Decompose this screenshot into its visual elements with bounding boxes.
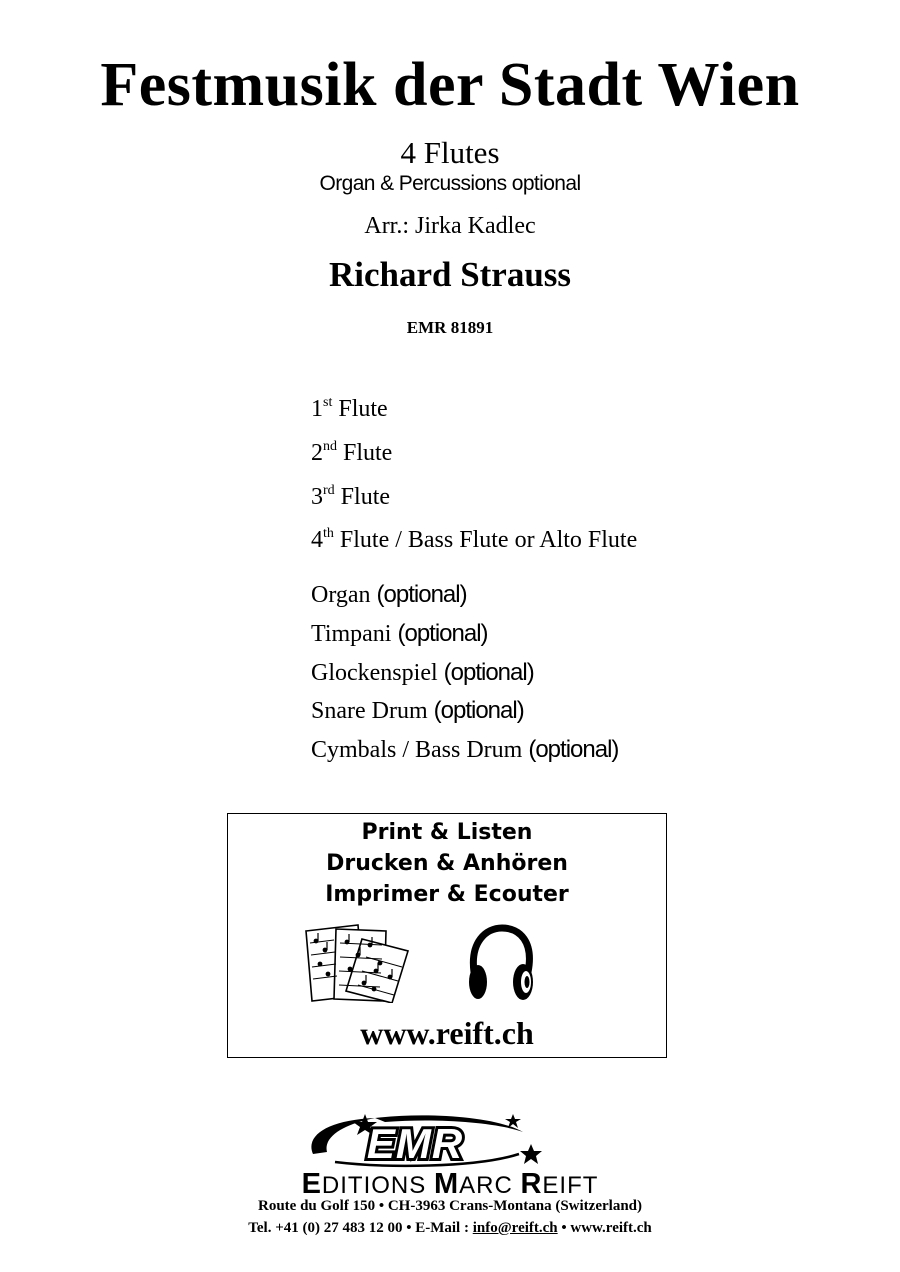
part-ordinal: st (323, 395, 333, 410)
headphones-icon (466, 924, 536, 1004)
composer: Richard Strauss (328, 255, 572, 294)
part-name: Flute (332, 396, 388, 422)
catalog-number: EMR 81891 (406, 318, 494, 337)
part-ordinal: nd (323, 438, 337, 454)
part-number: 2 (311, 439, 323, 466)
publisher-initial: M (433, 1168, 460, 1200)
optional-part-item (311, 576, 618, 615)
website-link[interactable]: www.reift.ch (360, 1015, 534, 1051)
optional-label: (optional) (433, 697, 524, 725)
part-number: 4 (311, 527, 323, 554)
publisher-contact (0, 1220, 900, 1237)
optional-label: (optional) (376, 581, 467, 608)
part-number: 1 (311, 396, 323, 422)
optional-label: (optional) (397, 619, 488, 647)
promo-line-english: Print & Listen (361, 820, 533, 845)
part-name: Flute (337, 439, 393, 466)
publisher-name (0, 1168, 900, 1201)
promo-line-german: Drucken & Anhören (326, 851, 568, 876)
arranger: Arr.: Jirka Kadlec (364, 213, 536, 239)
instrumentation-note: Organ & Percussions optional (319, 172, 581, 195)
part-name: Glockenspiel (311, 659, 444, 686)
part-name: Flute (334, 483, 391, 510)
part-name: Timpani (311, 620, 398, 647)
sheet-music-icon (300, 921, 412, 1003)
part-ordinal: th (323, 526, 334, 542)
part-name: Flute / Bass Flute or Alto Flute (333, 527, 638, 554)
publisher-initial: R (520, 1168, 543, 1200)
publisher-initial: E (301, 1168, 322, 1200)
contact-website: • www.reift.ch (557, 1220, 652, 1236)
part-item (311, 385, 637, 429)
email-link[interactable]: info@reift.ch (472, 1220, 558, 1236)
page-title: Festmusik der Stadt Wien (100, 51, 800, 119)
part-name: Organ (311, 582, 377, 608)
optional-part-item (311, 731, 618, 770)
optional-parts-list (311, 576, 618, 770)
svg-text:EMR: EMR (366, 1120, 464, 1167)
contact-phone: Tel. +41 (0) 27 483 12 00 • E-Mail : (248, 1220, 473, 1236)
publisher-word: ARC (459, 1172, 521, 1199)
optional-part-item (311, 692, 618, 731)
print-listen-box (227, 813, 667, 1058)
instrumentation: 4 Flutes (400, 135, 500, 170)
part-number: 3 (311, 483, 323, 510)
publisher-address: Route du Golf 150 • CH-3963 Crans-Montana (Switzerland) (258, 1198, 642, 1214)
publisher-word: DITIONS (321, 1172, 434, 1199)
optional-label: (optional) (443, 658, 534, 686)
emr-logo (305, 1110, 545, 1170)
promo-line-french: Imprimer & Ecouter (325, 882, 569, 907)
part-item (311, 516, 637, 560)
part-name: Snare Drum (311, 698, 434, 725)
optional-label: (optional) (528, 736, 619, 764)
optional-part-item (311, 615, 618, 654)
part-ordinal: rd (323, 482, 335, 498)
optional-part-item (311, 654, 618, 693)
part-item (311, 473, 637, 517)
part-item (311, 429, 637, 473)
part-name: Cymbals / Bass Drum (311, 737, 529, 764)
publisher-word: EIFT (542, 1172, 599, 1199)
parts-list (311, 385, 637, 560)
